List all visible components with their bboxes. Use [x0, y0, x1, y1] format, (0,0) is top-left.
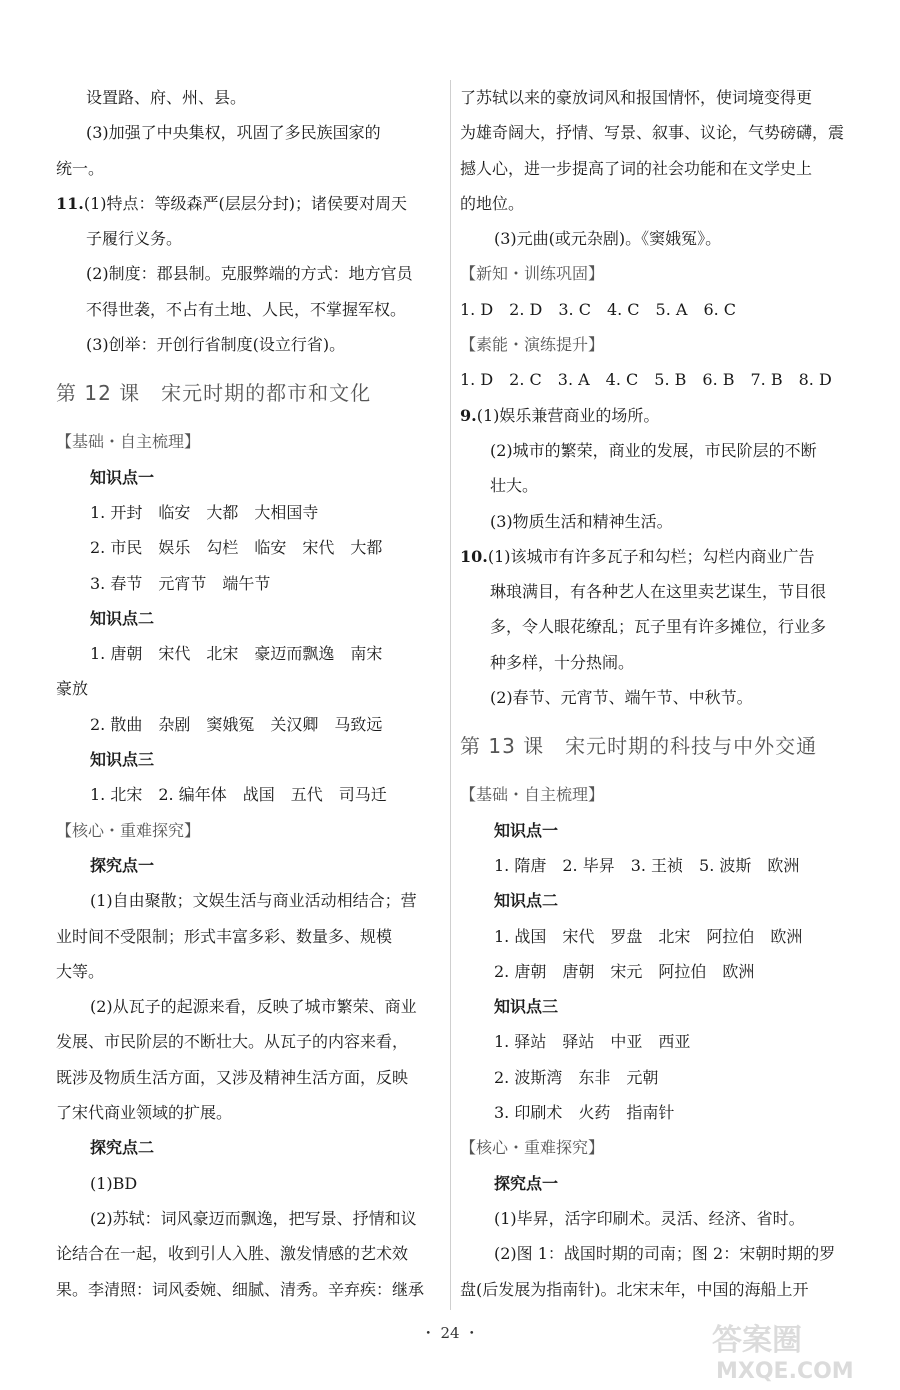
text-line: 的地位。 [460, 193, 525, 213]
subsection-heading: 探究点一 [90, 855, 155, 875]
text-line: 论结合在一起，收到引人入胜、激发情感的艺术效 [56, 1244, 409, 1264]
question-line [460, 539, 852, 574]
text-line: 3. 春节 元宵节 端午节 [90, 573, 271, 593]
lesson-title: 第 13 课 宋元时期的科技与中外交通 [460, 734, 818, 759]
text-line: 发展、市民阶层的不断壮大。从瓦子的内容来看， [56, 1032, 409, 1052]
text-line: (2)制度：郡县制。克服弊端的方式：地方官员 [86, 264, 413, 284]
text-line: 3. 印刷术 火药 指南针 [494, 1103, 675, 1123]
question-text: (1)特点：等级森严(层层分封)；诸侯要对周天 [83, 193, 407, 213]
page-number: ・ 24 ・ [420, 1324, 480, 1342]
text-line: 2. 唐朝 唐朝 宋元 阿拉伯 欧洲 [494, 961, 755, 981]
text-line: (2)苏轼：词风豪迈而飘逸，把写景、抒情和议 [90, 1208, 417, 1228]
text-line: 1. 隋唐 2. 毕昇 3. 王祯 5. 波斯 欧洲 [494, 855, 800, 875]
text-line: 了宋代商业领域的扩展。 [56, 1103, 233, 1123]
text-line: 1. 战国 宋代 罗盘 北宋 阿拉伯 欧洲 [494, 926, 803, 946]
text-line: 业时间不受限制；形式丰富多彩、数量多、规模 [56, 926, 393, 946]
text-line: 既涉及物质生活方面，又涉及精神生活方面，反映 [56, 1067, 409, 1087]
text-line: 撼人心，进一步提高了词的社会功能和在文学史上 [460, 158, 813, 178]
watermark-logo [706, 1320, 886, 1384]
subsection-heading: 探究点二 [90, 1138, 155, 1158]
text-line: 2. 散曲 杂剧 窦娥冤 关汉卿 马致远 [90, 714, 383, 734]
section-header: 【基础・自主梳理】 [460, 785, 605, 805]
question-number: 9. [460, 405, 477, 425]
text-line: 设置路、府、州、县。 [86, 88, 247, 107]
subsection-heading: 知识点一 [494, 820, 559, 840]
text-line: (2)城市的繁荣，商业的发展，市民阶层的不断 [490, 440, 817, 460]
watermark-text: 答案圈 [712, 1323, 802, 1358]
question-line [460, 398, 852, 433]
subsection-heading: 知识点一 [90, 467, 155, 487]
text-line: 1. 北宋 2. 编年体 战国 五代 司马迁 [90, 785, 387, 805]
text-line: 统一。 [56, 158, 105, 178]
text-line: 了苏轼以来的豪放词风和报国情怀，使词境变得更 [460, 88, 813, 107]
text-line: 1. D 2. C 3. A 4. C 5. B 6. B 7. B 8. D [460, 370, 832, 390]
text-line: (3)加强了中央集权，巩固了多民族国家的 [86, 123, 381, 143]
left-column [56, 80, 442, 1307]
question-number: 11. [56, 193, 84, 213]
text-line: 2. 市民 娱乐 勾栏 临安 宋代 大都 [90, 538, 383, 558]
column-divider [450, 80, 451, 1310]
question-number: 10. [460, 546, 488, 566]
text-line: (1)毕昇，活字印刷术。灵活、经济、省时。 [494, 1208, 805, 1228]
right-column [460, 80, 852, 1307]
title-line [460, 715, 852, 777]
text-line: 1. 驿站 驿站 中亚 西亚 [494, 1032, 691, 1052]
text-line: 盘(后发展为指南针)。北宋末年，中国的海船上开 [460, 1279, 809, 1299]
subsection-heading: 知识点二 [90, 608, 155, 628]
subsection-heading: 知识点二 [494, 891, 559, 911]
text-line: 为雄奇阔大，抒情、写景、叙事、议论，气势磅礴，震 [460, 123, 845, 143]
subsection-heading: 探究点一 [494, 1173, 559, 1193]
text-line: 果。李清照：词风委婉、细腻、清秀。辛弃疾：继承 [56, 1279, 425, 1299]
text-line: (3)元曲(或元杂剧)。《窦娥冤》。 [494, 229, 722, 249]
text-line: 1. D 2. D 3. C 4. C 5. A 6. C [460, 299, 737, 319]
section-header: 【核心・重难探究】 [460, 1138, 605, 1158]
section-header: 【新知・训练巩固】 [460, 264, 605, 284]
section-header: 【素能・演练提升】 [460, 335, 605, 355]
text-line: (2)从瓦子的起源来看，反映了城市繁荣、商业 [90, 997, 417, 1017]
question-text: (1)娱乐兼营商业的场所。 [476, 405, 660, 425]
watermark-url: MXQE.COM [716, 1359, 854, 1384]
subsection-heading: 知识点三 [90, 750, 155, 770]
text-line: 种多样，十分热闹。 [490, 652, 635, 672]
text-line: 壮大。 [490, 476, 539, 496]
lesson-title: 第 12 课 宋元时期的都市和文化 [56, 381, 372, 406]
text-line: 1. 唐朝 宋代 北宋 豪迈而飘逸 南宋 [90, 644, 383, 664]
question-text: (1)该城市有许多瓦子和勾栏；勾栏内商业广告 [487, 546, 815, 566]
text-line: (3)物质生活和精神生活。 [490, 511, 673, 531]
text-line: 琳琅满目，有各种艺人在这里卖艺谋生，节目很 [490, 582, 827, 602]
text-line: 1. 开封 临安 大都 大相国寺 [90, 502, 319, 522]
text-line: (3)创举：开创行省制度(设立行省)。 [86, 335, 346, 355]
text-line: (2)图 1：战国时期的司南；图 2：宋朝时期的罗 [494, 1244, 836, 1264]
text-line: 2. 波斯湾 东非 元朝 [494, 1067, 659, 1087]
text-line: (2)春节、元宵节、端午节、中秋节。 [490, 688, 753, 708]
text-line: 大等。 [56, 961, 105, 981]
text-line: 多，令人眼花缭乱；瓦子里有许多摊位，行业多 [490, 617, 827, 637]
text-line: (1)自由聚散；文娱生活与商业活动相结合；营 [90, 891, 417, 911]
text-line: (1)BD [90, 1173, 138, 1193]
subsection-heading: 知识点三 [494, 997, 559, 1017]
section-header: 【核心・重难探究】 [56, 820, 201, 840]
text-line: 子履行义务。 [86, 229, 183, 249]
text-line: 豪放 [56, 679, 89, 699]
title-line [56, 362, 442, 424]
text-line: 不得世袭，不占有土地、人民，不掌握军权。 [86, 299, 407, 319]
section-header: 【基础・自主梳理】 [56, 432, 201, 452]
question-line [56, 186, 442, 221]
